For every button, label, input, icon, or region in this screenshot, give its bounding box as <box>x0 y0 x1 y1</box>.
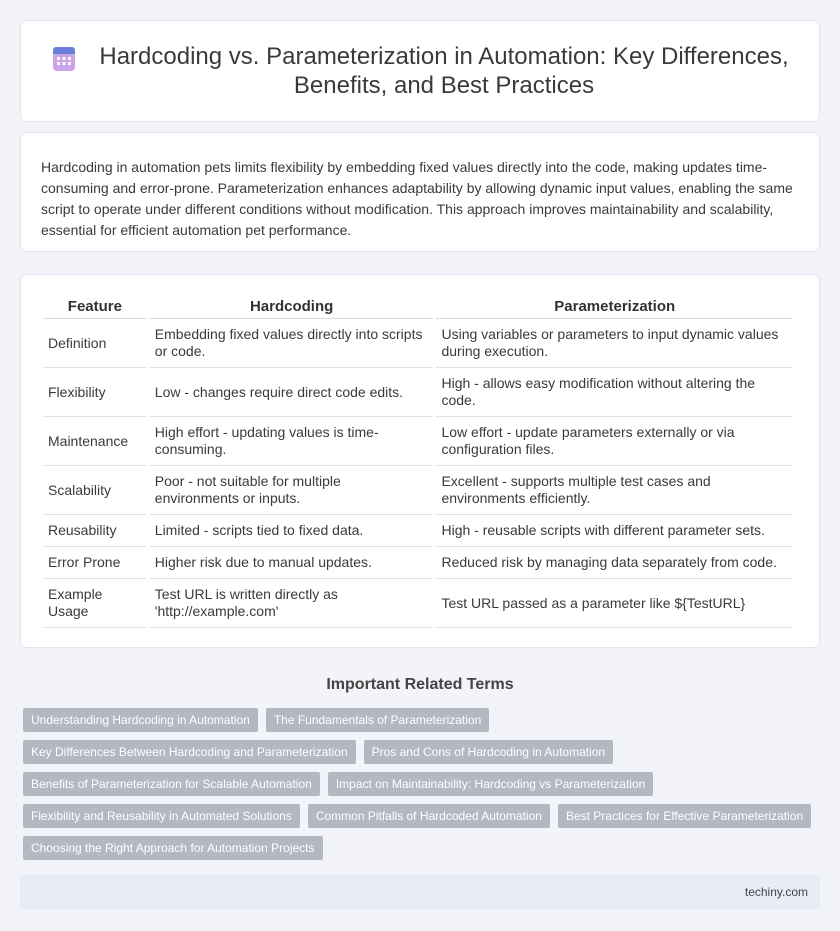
column-header-feature: Feature <box>43 293 147 319</box>
document-grid-icon <box>51 46 77 72</box>
intro-paragraph: Hardcoding in automation pets limits flexibility by embedding fixed values directly into the code, making updates time-consuming and error-prone. Parameterization enhances adaptability by allowing dynamic input values, enabling the same script to operate under different conditions without modification. This approach improves maintainability and scalability, essential for efficient automation pet performance. <box>41 159 793 238</box>
table-row <box>43 368 793 417</box>
related-term-tag[interactable]: Choosing the Right Approach for Automation Projects <box>23 836 323 860</box>
related-term-tag[interactable]: Understanding Hardcoding in Automation <box>23 708 258 732</box>
table-row <box>43 547 793 579</box>
related-term-tag[interactable]: Best Practices for Effective Parameterization <box>558 804 811 828</box>
parameterization-cell: Low effort - update parameters externally or via configuration files. <box>436 417 793 466</box>
hardcoding-cell: Low - changes require direct code edits. <box>150 368 434 417</box>
table-row <box>43 579 793 628</box>
related-term-tag[interactable]: Key Differences Between Hardcoding and Parameterization <box>23 740 356 764</box>
hardcoding-cell: Test URL is written directly as 'http://example.com' <box>150 579 434 628</box>
hardcoding-cell: Embedding fixed values directly into scripts or code. <box>150 319 434 368</box>
table-row <box>43 515 793 547</box>
comparison-table <box>40 293 796 628</box>
related-term-tag[interactable]: Common Pitfalls of Hardcoded Automation <box>308 804 550 828</box>
parameterization-cell: Test URL passed as a parameter like ${TestURL} <box>436 579 793 628</box>
column-header-parameterization: Parameterization <box>436 293 793 319</box>
parameterization-cell: High - allows easy modification without altering the code. <box>436 368 793 417</box>
parameterization-cell: Using variables or parameters to input dynamic values during execution. <box>436 319 793 368</box>
related-terms-tags <box>20 708 820 860</box>
comparison-table-card <box>20 274 820 648</box>
header <box>51 42 789 100</box>
feature-cell: Reusability <box>43 515 147 547</box>
related-terms-title: Important Related Terms <box>326 676 514 693</box>
feature-cell: Definition <box>43 319 147 368</box>
intro-card <box>20 132 820 252</box>
related-term-tag[interactable]: Flexibility and Reusability in Automated Solutions <box>23 804 300 828</box>
feature-cell: Maintenance <box>43 417 147 466</box>
table-header-row <box>43 293 793 319</box>
related-term-tag[interactable]: Impact on Maintainability: Hardcoding vs Parameterization <box>328 772 653 796</box>
hardcoding-cell: Higher risk due to manual updates. <box>150 547 434 579</box>
related-term-tag[interactable]: Pros and Cons of Hardcoding in Automation <box>364 740 613 764</box>
feature-cell: Flexibility <box>43 368 147 417</box>
hardcoding-cell: High effort - updating values is time-consuming. <box>150 417 434 466</box>
column-header-hardcoding: Hardcoding <box>150 293 434 319</box>
table-row <box>43 466 793 515</box>
related-term-tag[interactable]: The Fundamentals of Parameterization <box>266 708 489 732</box>
header-card <box>20 20 820 122</box>
table-row <box>43 417 793 466</box>
table-row <box>43 319 793 368</box>
parameterization-cell: Reduced risk by managing data separately from code. <box>436 547 793 579</box>
parameterization-cell: High - reusable scripts with different parameter sets. <box>436 515 793 547</box>
related-term-tag[interactable]: Benefits of Parameterization for Scalable Automation <box>23 772 320 796</box>
footer-brand[interactable]: techiny.com <box>744 885 808 899</box>
feature-cell: Example Usage <box>43 579 147 628</box>
footer <box>20 875 820 909</box>
page-title: Hardcoding vs. Parameterization in Automation: Key Differences, Benefits, and Best Practices <box>99 43 789 99</box>
feature-cell: Scalability <box>43 466 147 515</box>
parameterization-cell: Excellent - supports multiple test cases and environments efficiently. <box>436 466 793 515</box>
hardcoding-cell: Poor - not suitable for multiple environments or inputs. <box>150 466 434 515</box>
hardcoding-cell: Limited - scripts tied to fixed data. <box>150 515 434 547</box>
feature-cell: Error Prone <box>43 547 147 579</box>
